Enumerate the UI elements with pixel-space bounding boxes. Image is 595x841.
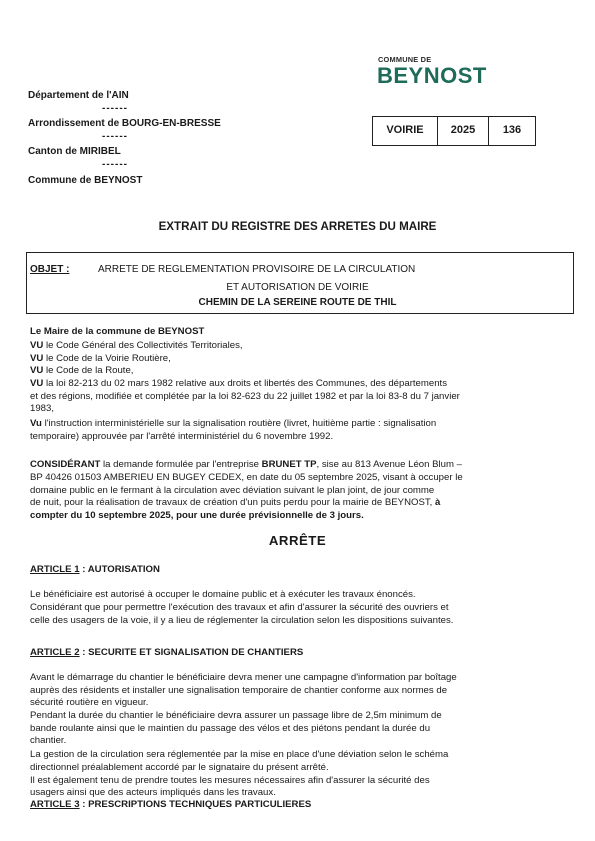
commune-heading: Commune de BEYNOST bbox=[28, 175, 143, 186]
vu-line: VU la loi 82-213 du 02 mars 1982 relative aux droits et libertés des Communes, des départements bbox=[30, 378, 448, 389]
objet-line: ET AUTORISATION DE VOIRIE bbox=[226, 282, 369, 293]
objet-line: ARRETE DE REGLEMENTATION PROVISOIRE DE LA CIRCULATION bbox=[98, 264, 416, 275]
article-2-text: chantier. bbox=[30, 735, 67, 746]
article-2-text: La gestion de la circulation sera réglementée par la mise en place d'une déviation selon le schéma bbox=[30, 749, 449, 760]
considerant-line: CONSIDÉRANT la demande formulée par l'entreprise BRUNET TP, sise au 813 Avenue Léon Blum – bbox=[30, 459, 462, 470]
article-3-heading: ARTICLE 3 : PRESCRIPTIONS TECHNIQUES PARTICULIERES bbox=[30, 799, 312, 810]
objet-location: CHEMIN DE LA SEREINE ROUTE DE THIL bbox=[198, 297, 397, 308]
arrondissement-heading: Arrondissement de BOURG-EN-BRESSE bbox=[28, 118, 221, 129]
separator: ------ bbox=[102, 103, 128, 114]
departement-heading: Département de l'AIN bbox=[28, 90, 129, 101]
article-1-heading: ARTICLE 1 : AUTORISATION bbox=[30, 564, 160, 575]
separator: ------ bbox=[102, 159, 128, 170]
article-2-text: Il est également tenu de prendre toutes les mesures nécessaires afin d'assurer la sécurité des bbox=[30, 775, 430, 786]
logo-beynost: BEYNOST bbox=[377, 63, 487, 88]
article-1-text: celle des usagers de la voie, il y a lieu de réglementer la circulation selon les dispositions suivantes. bbox=[30, 615, 454, 626]
reference-type: VOIRIE bbox=[373, 117, 438, 145]
article-2-text: auprès des résidents et installer une signalisation temporaire de chantier conforme aux normes de bbox=[30, 685, 448, 696]
considerant-line: BP 40426 01503 AMBERIEU EN BUGEY CEDEX, en date du 05 septembre 2025, visant à occuper le bbox=[30, 472, 463, 483]
separator: ------ bbox=[102, 131, 128, 142]
article-2-text: Pendant la durée du chantier le bénéficiaire devra assurer un passage libre de 2,5m minimum de bbox=[30, 710, 442, 721]
article-2-heading: ARTICLE 2 : SECURITE ET SIGNALISATION DE CHANTIERS bbox=[30, 647, 304, 658]
article-2-text: Avant le démarrage du chantier le bénéficiaire devra mener une campagne d'information par boîtage bbox=[30, 672, 457, 683]
vu-line: VU le Code de la Voirie Routière, bbox=[30, 353, 171, 364]
canton-heading: Canton de MIRIBEL bbox=[28, 146, 121, 157]
document-title: EXTRAIT DU REGISTRE DES ARRETES DU MAIRE bbox=[158, 220, 437, 233]
logo-commune-label: COMMUNE DE bbox=[378, 55, 432, 64]
vu-line: VU le Code de la Route, bbox=[30, 365, 134, 376]
considerant-line: compter du 10 septembre 2025, pour une durée prévisionnelle de 3 jours. bbox=[30, 510, 364, 521]
article-1-text: Considérant que pour permettre l'exécution des travaux et afin d'assurer la sécurité des ouvriers et bbox=[30, 602, 449, 613]
article-1-text: Le bénéficiaire est autorisé à occuper le domaine public et à exécuter les travaux énoncés. bbox=[30, 589, 416, 600]
vu-line-cont: temporaire) approuvée par l'arrêté interministériel du 6 novembre 1992. bbox=[30, 431, 334, 442]
article-2-text: usagers ainsi que des acteurs impliqués dans les travaux. bbox=[30, 787, 276, 798]
article-2-text: directionnel préalablement accordé par le signataire du présent arrêté. bbox=[30, 762, 329, 773]
reference-year: 2025 bbox=[438, 117, 489, 145]
considerant-line: de nuit, pour la réalisation de travaux de création d'un puits perdu pour la mairie de BEYNOST, à bbox=[30, 497, 441, 508]
arrete-heading: ARRÊTE bbox=[268, 533, 327, 548]
reference-box bbox=[372, 116, 536, 146]
considerant-line: domaine public en le fermant à la circulation avec déviation suivant le plan joint, de jour comme bbox=[30, 485, 435, 496]
article-2-text: bande roulante ainsi que le maintien du passage des vélos et des piétons pendant la durée du bbox=[30, 723, 431, 734]
vu-line: VU le Code Général des Collectivités Territoriales, bbox=[30, 340, 243, 351]
maire-heading: Le Maire de la commune de BEYNOST bbox=[30, 326, 205, 337]
vu-line-cont: 1983, bbox=[30, 403, 55, 414]
vu-line-cont: et des régions, modifiée et complétée par la loi 82-623 du 22 juillet 1982 et par la loi 83-8 du 7 janvier bbox=[30, 391, 460, 402]
vu-line: Vu l'instruction interministérielle sur la signalisation routière (livret, huitième partie : signalisation bbox=[30, 418, 437, 429]
objet-label: OBJET : bbox=[30, 264, 70, 275]
reference-number: 136 bbox=[502, 124, 522, 137]
article-2-text: sécurité routière en vigueur. bbox=[30, 697, 149, 708]
